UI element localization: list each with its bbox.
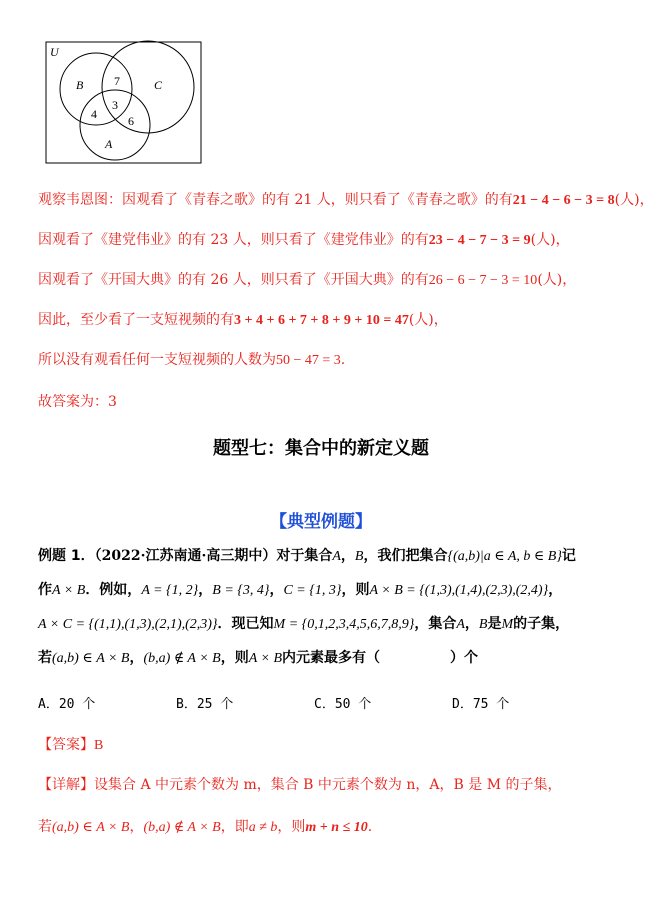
set-b-label: B (76, 78, 84, 92)
example-heading: 【典型例题】 (270, 512, 372, 532)
solution-line-1-math: 21 − 4 − 6 − 3 = 8 (512, 193, 615, 208)
example-l4-if: 若 (38, 650, 52, 666)
universe-label: U (50, 45, 59, 59)
detail-line-2: 若(a,b) ∈ A × B，(b,a) ∉ A × B，即a ≠ b，则m + n ≤ 10. (38, 819, 373, 835)
example-l3-m: M (501, 617, 514, 632)
example-line-1 (38, 546, 576, 567)
solution-line-4-math: 3 + 4 + 6 + 7 + 8 + 9 + 10 = 47 (234, 313, 409, 328)
example-label: 例题 1． (38, 548, 95, 564)
section-title: 题型七：集合中的新定义题 (213, 438, 429, 459)
example-line-2: 作A × B．例如，A = {1, 2}，B = {3, 4}，C = {1, 3}，则A × B = {(1,3),(1,4),(2,3),(2,4)}， (38, 582, 563, 598)
example-l2-set-b: B = {3, 4} (212, 583, 270, 598)
example-l4-text: ，则 (220, 650, 249, 666)
set-a-label: A (105, 137, 113, 151)
example-line-4: 若(a,b) ∈ A × B，(b,a) ∉ A × B，则A × B内元素最多有（ ）个 (38, 650, 479, 666)
region-center: 3 (112, 98, 118, 112)
example-l2-start: 作 (38, 582, 52, 598)
solution-line-5-end: . (340, 352, 346, 368)
solution-line-4-end: ， (433, 312, 448, 328)
universe-rect (46, 42, 201, 163)
region-ba: 4 (91, 107, 97, 121)
example-l2-set-a: A = {1, 2} (141, 583, 199, 598)
solution-line-3-end: ， (562, 272, 577, 288)
example-l3-text2: ，集合 (414, 616, 457, 632)
example-line-3 (38, 614, 569, 635)
detail-l2-text2: ，则 (277, 819, 306, 835)
solution-line-5 (38, 350, 345, 371)
solution-line-2-unit: (人) (530, 232, 556, 248)
solution-line-3-unit: (人) (537, 272, 563, 288)
choice-b: B．25 个 (176, 697, 234, 712)
example-l3-set-a: A (456, 617, 465, 632)
answer-label: 【答案】 (38, 737, 94, 753)
example-l4-axb: A × B (248, 651, 283, 666)
region-ca: 6 (128, 114, 134, 128)
example-l1-set-a: A (332, 549, 341, 564)
example-l4-cond1: (a,b) ∈ A × B (52, 651, 130, 666)
example-l1-set-def: {(a,b)|a ∈ A, b ∈ B} (447, 549, 562, 564)
solution-line-1-text: 观察韦恩图：因观看了《青春之歌》的有 21 人，则只看了《青春之歌》的有 (38, 192, 513, 208)
detail-label: 【详解】 (38, 777, 94, 793)
example-l1-text2: ，我们把集合 (363, 548, 448, 564)
detail-l2-cond2: (b,a) ∉ A × B (143, 820, 221, 835)
detail-l2-end: . (367, 819, 373, 835)
venn-diagram (44, 40, 204, 166)
answer-value: B (94, 738, 104, 753)
example-source: （2022·江苏南通·高三期中） (94, 548, 277, 564)
solution-line-3 (38, 270, 576, 291)
solution-answer-text: 故答案为：3 (38, 394, 117, 410)
example-l3-product: A × C = {(1,1),(1,3),(2,1),(2,3)} (38, 617, 218, 632)
solution-line-4-text: 因此，至少看了一支短视频的有 (38, 312, 234, 328)
example-l1-end: 记 (561, 548, 576, 564)
solution-line-4-unit: (人) (408, 312, 434, 328)
solution-line-2 (38, 230, 570, 251)
region-bc: 7 (114, 74, 120, 88)
solution-line-1-end: ， (639, 192, 654, 208)
example-l3-set-b: B (478, 617, 488, 632)
example-l1-set-b: B (354, 549, 364, 564)
choice-a: A．20 个 (38, 697, 96, 712)
detail-line-1-text: 设集合 A 中元素个数为 m，集合 B 中元素个数为 n，A，B 是 M 的子集， (94, 777, 562, 793)
solution-line-2-math: 23 − 4 − 7 − 3 = 9 (428, 233, 531, 248)
example-l3-text: ．现已知 (217, 616, 274, 632)
example-l2-end: ， (548, 582, 563, 598)
solution-line-1-unit: (人) (614, 192, 640, 208)
solution-line-3-text: 因观看了《开国大典》的有 26 人，则只看了《开国大典》的有 (38, 272, 429, 288)
example-l4-text2: 内元素最多有（ (282, 650, 381, 666)
detail-l2-ineq: m + n ≤ 10 (305, 820, 368, 835)
example-l3-text3: ， (464, 616, 479, 632)
solution-line-4 (38, 310, 448, 331)
detail-l2-cond1: (a,b) ∈ A × B (52, 820, 130, 835)
solution-line-5-text: 所以没有观看任何一支短视频的人数为 (38, 352, 276, 368)
detail-line-1 (38, 775, 561, 795)
example-l2-axb: A × B (52, 583, 86, 598)
set-c-label: C (154, 78, 163, 92)
detail-l2-text: ，即 (220, 819, 249, 835)
example-l2-product: A × B = {(1,3),(1,4),(2,3),(2,4)} (369, 583, 549, 598)
solution-line-3-math: 26 − 6 − 7 − 3 = 10 (428, 273, 538, 288)
solution-line-2-text: 因观看了《建党伟业》的有 23 人，则只看了《建党伟业》的有 (38, 232, 429, 248)
choice-d: D．75 个 (452, 697, 510, 712)
solution-answer-line (38, 392, 117, 412)
solution-line-5-math: 50 − 47 = 3 (276, 353, 341, 368)
example-l3-text4: 是 (487, 616, 502, 632)
example-l1-sep: ， (340, 548, 355, 564)
example-l2-set-c: C = {1, 3} (283, 583, 342, 598)
example-l3-text5: 的子集， (513, 616, 570, 632)
example-l2-then: ，则 (341, 582, 370, 598)
solution-line-1 (38, 190, 654, 211)
detail-l2-neq: a ≠ b (248, 820, 278, 835)
example-l1-text: 对于集合 (276, 548, 333, 564)
detail-l2-if: 若 (38, 819, 52, 835)
example-l3-set-m: M = {0,1,2,3,4,5,6,7,8,9} (273, 617, 415, 632)
example-l2-text: ．例如， (85, 582, 142, 598)
answer-line (38, 735, 103, 756)
solution-line-2-end: ， (555, 232, 570, 248)
example-l4-text3: ）个 (450, 650, 479, 666)
example-l4-cond2: (b,a) ∉ A × B (143, 651, 221, 666)
choice-c: C．50 个 (314, 697, 372, 712)
